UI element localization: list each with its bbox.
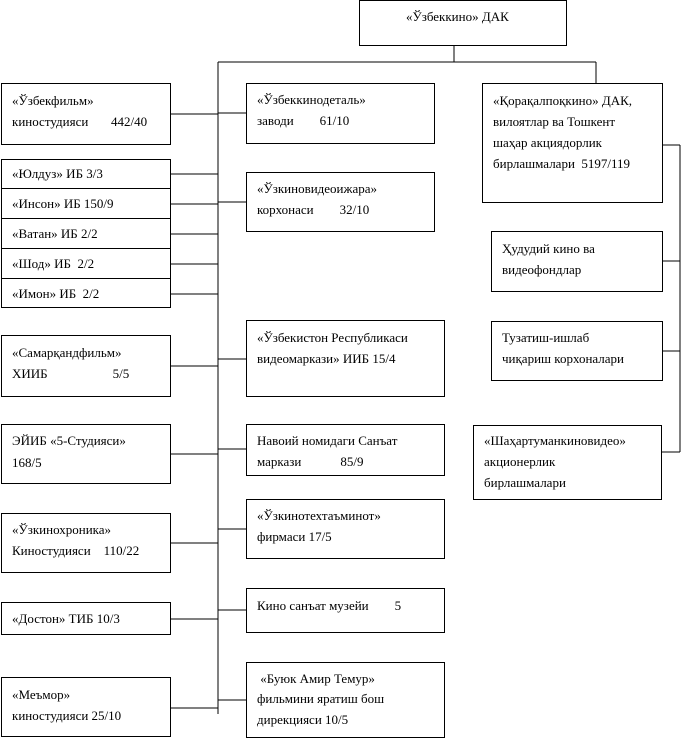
box-label: киностудияси 442/40	[12, 114, 148, 129]
box-label: «Достон» ТИБ 10/3	[12, 611, 120, 626]
box-uzbekkino-dak	[359, 0, 567, 46]
box-label: корхонаси 32/10	[257, 202, 370, 217]
box-label: «Қорақалпоқкино» ДАК,	[493, 93, 633, 108]
box-label: ХИИБ 5/5	[12, 366, 130, 381]
box-uzbekkinodetal	[246, 83, 435, 144]
box-label: «Буюк Амир Темур»	[257, 671, 375, 686]
box-studio5	[1, 424, 171, 484]
box-label: «Ўзбеккинодеталь»	[257, 92, 366, 107]
box-samarkandfilm	[1, 335, 171, 397]
box-label: «Юлдуз» ИБ 3/3	[12, 166, 103, 181]
box-vatan	[1, 218, 171, 249]
box-navoiy	[246, 424, 445, 476]
box-amirtemur	[246, 662, 445, 738]
box-label: «Имон» ИБ 2/2	[12, 286, 100, 301]
box-label: бирлашмалари	[484, 475, 566, 490]
box-uzkinotexta	[246, 499, 445, 559]
box-label: киностудияси 25/10	[12, 708, 122, 723]
box-label: ЭЙИБ «5-Студияси»	[12, 433, 126, 448]
box-label: «Меъмор»	[12, 687, 71, 702]
box-label: Кино санъат музейи 5	[257, 598, 402, 613]
box-label: фильмини яратиш бош	[257, 691, 385, 706]
box-label: Ҳудудий кино ва	[502, 241, 595, 256]
box-label: вилоятлар ва Тошкент	[493, 114, 616, 129]
box-label: «Ўзбекфильм»	[12, 93, 94, 108]
box-uzkinoxronika	[1, 513, 171, 573]
box-label: «Ўзкинотехтаъминот»	[257, 508, 381, 523]
box-label: Тузатиш-ишлаб	[502, 330, 590, 345]
box-label: фирмаси 17/5	[257, 529, 332, 544]
box-inson	[1, 188, 171, 219]
box-imon	[1, 278, 171, 308]
box-label: «Ўзкиновидеоижара»	[257, 181, 378, 196]
box-uzbekfilm	[1, 83, 171, 145]
box-museum	[246, 588, 445, 633]
box-shahartuman	[473, 425, 662, 500]
box-label: бирлашмалари 5197/119	[493, 156, 631, 171]
box-label: «Ўзбекистон Республикаси	[257, 330, 408, 345]
box-uzkinovideoijara	[246, 172, 435, 232]
box-shod	[1, 248, 171, 279]
box-label: «Инсон» ИБ 150/9	[12, 196, 114, 211]
box-label: Киностудияси 110/22	[12, 543, 140, 558]
box-label: видеофондлар	[502, 262, 582, 277]
box-label: «Ўзбеккино» ДАК	[406, 9, 509, 24]
box-memor	[1, 677, 171, 737]
box-label: «Шаҳартуманкиновидео»	[484, 433, 626, 448]
box-label: Навоий номидаги Санъат	[257, 433, 398, 448]
box-label: «Ўзкинохроника»	[12, 522, 112, 537]
box-label: «Самарқандфильм»	[12, 345, 122, 360]
box-videomarkazi	[246, 320, 445, 397]
box-label: «Шод» ИБ 2/2	[12, 256, 95, 271]
box-fondlar	[491, 231, 663, 292]
box-label: 168/5	[12, 455, 42, 470]
box-yulduz	[1, 159, 171, 189]
box-label: заводи 61/10	[257, 113, 350, 128]
box-label: маркази 85/9	[257, 454, 364, 469]
box-label: дирекцияси 10/5	[257, 712, 349, 727]
box-doston	[1, 602, 171, 635]
box-label: «Ватан» ИБ 2/2	[12, 226, 98, 241]
box-label: шаҳар акциядорлик	[493, 135, 602, 150]
box-label: видеомаркази» ИИБ 15/4	[257, 351, 396, 366]
box-qoraqalpoq	[482, 83, 663, 203]
box-tuzatish	[491, 321, 663, 381]
box-label: чиқариш корхоналари	[502, 351, 625, 366]
box-label: акционерлик	[484, 454, 556, 469]
